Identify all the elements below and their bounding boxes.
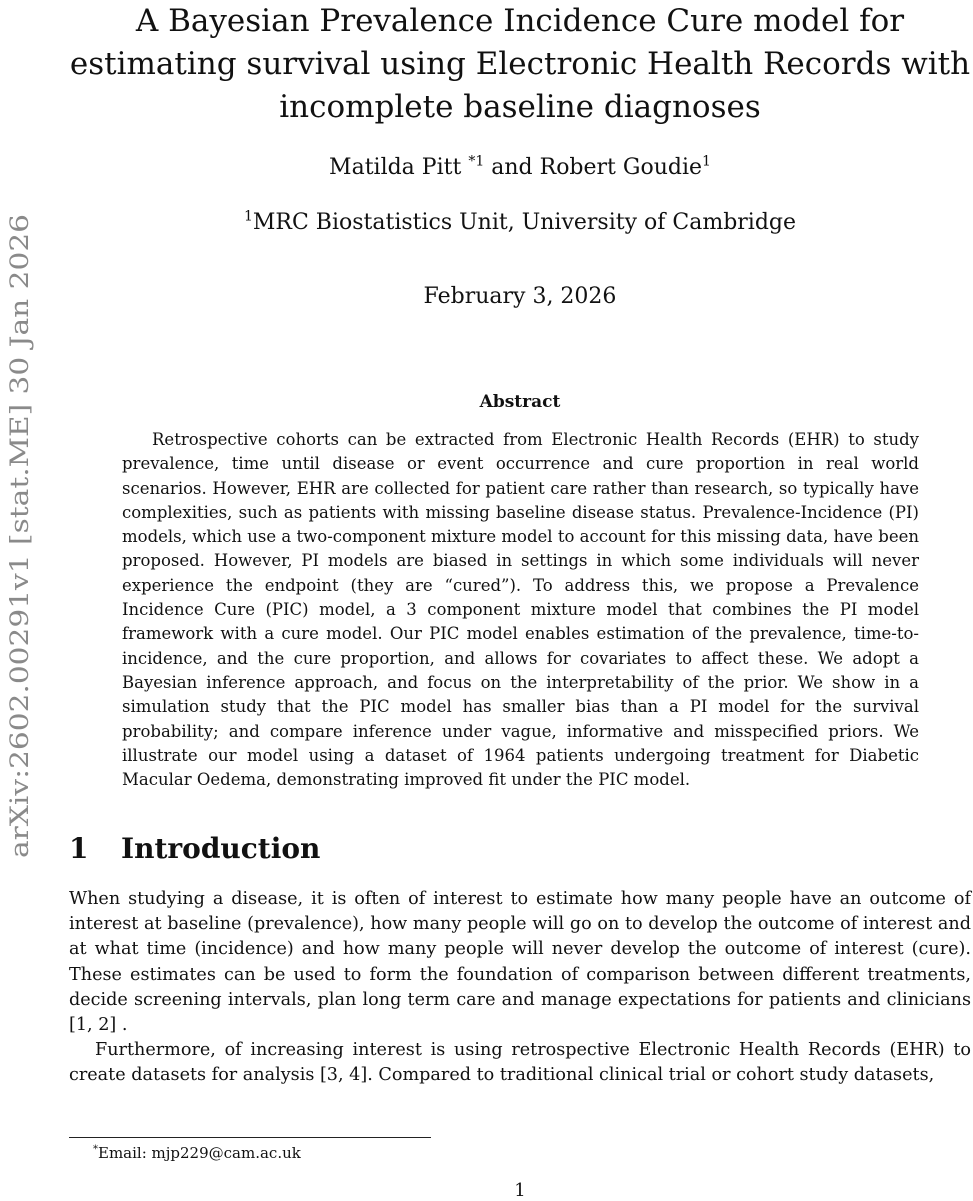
abstract-heading: Abstract xyxy=(479,392,561,412)
author-name: Matilda Pitt xyxy=(329,155,462,180)
affiliation-text: MRC Biostatistics Unit, University of Cambridge xyxy=(252,210,797,235)
footnote xyxy=(93,1144,301,1162)
paper-title: A Bayesian Prevalence Incidence Cure model for estimating survival using Electronic Health Records with incomplete baseline diagnoses xyxy=(69,3,971,125)
author-name: Robert Goudie xyxy=(539,155,703,180)
paragraph: Furthermore, of increasing interest is using retrospective Electronic Health Records (EHR) to create datasets for analysis [3, 4]. Compared to traditional clinical trial or cohort study datasets, xyxy=(69,1040,971,1086)
affiliation xyxy=(60,210,973,235)
footnote-mark: * xyxy=(93,1144,98,1155)
page-number: 1 xyxy=(514,1180,526,1201)
introduction-body xyxy=(69,887,971,1089)
paragraph: When studying a disease, it is often of interest to estimate how many people have an outcome of interest at baseline (prevalence), how many people will go on to develop the outcome of interest and at what time (incidence) and how many people will never develop the outcome of interest (cure). These estimates can be used to form the foundation of comparison between different treatments, decide screening intervals, plan long term care and manage expectations for patients and clinicians [1, 2] . xyxy=(69,889,971,1036)
author-connector: and xyxy=(491,155,533,180)
section-title: Introduction xyxy=(121,832,321,865)
date: February 3, 2026 xyxy=(423,284,617,309)
abstract-text: Retrospective cohorts can be extracted from Electronic Health Records (EHR) to study prevalence, time until disease or event occurrence and cure proportion in real world scenarios. However, EHR are collected for patient care rather than research, so typically have complexities, such as patients with missing baseline disease status. Prevalence-Incidence (PI) models, which use a two-component mixture model to account for this missing data, have been proposed. However, PI models are biased in settings in which some individuals will never experience the endpoint (they are “cured”). To address this, we propose a Prevalence Incidence Cure (PIC) model, a 3 component mixture model that combines the PI model framework with a cure model. Our PIC model enables estimation of the prevalence, time-to-incidence, and the cure proportion, and allows for covariates to affect these. We adopt a Bayesian inference approach, and focus on the interpretability of the prior. We show in a simulation study that the PIC model has smaller bias than a PI model for the survival probability; and compare inference under vague, informative and misspecified priors. We illustrate our model using a dataset of 1964 patients undergoing treatment for Diabetic Macular Oedema, demonstrating improved fit under the PIC model. xyxy=(122,430,919,790)
arxiv-stamp xyxy=(2,210,36,860)
author-line xyxy=(60,155,973,180)
author-mark: *1 xyxy=(468,153,485,170)
section-heading xyxy=(69,832,320,865)
footnote-rule xyxy=(69,1137,431,1138)
author-mark: 1 xyxy=(702,153,711,170)
footnote-text: Email: mjp229@cam.ac.uk xyxy=(98,1144,301,1162)
arxiv-id: arXiv:2602.00291v1 [stat.ME] 30 Jan 2026 xyxy=(5,314,34,858)
section-number: 1 xyxy=(69,832,89,865)
affiliation-mark: 1 xyxy=(243,208,253,225)
